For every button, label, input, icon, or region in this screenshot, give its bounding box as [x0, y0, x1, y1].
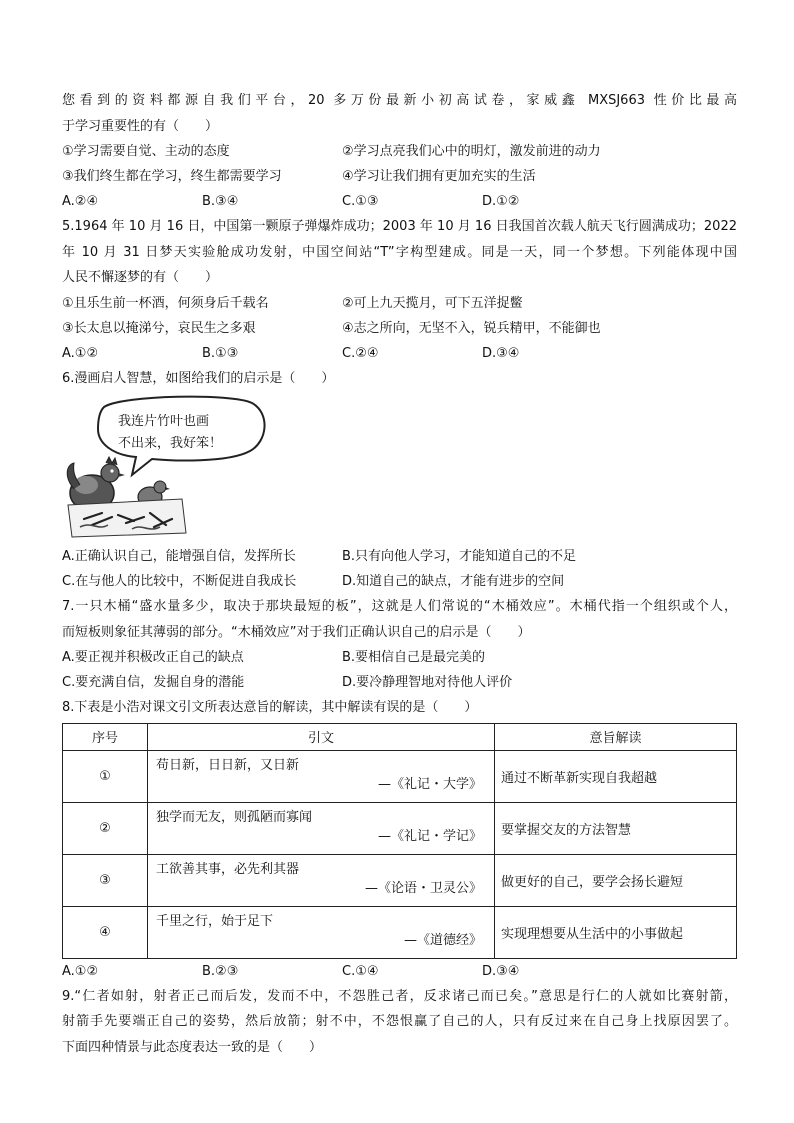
- meaning-cell: 要掌握交友的方法智慧: [495, 802, 737, 854]
- answer-choice: D.③④: [482, 963, 520, 979]
- q6-options-row-1: [62, 544, 737, 569]
- meaning-cell: 做更好的自己，要学会扬长避短: [495, 854, 737, 906]
- cartoon-image: [62, 393, 737, 538]
- q6-option: C.在与他人的比较中，不断促进自我成长: [62, 574, 297, 589]
- table-row: [63, 802, 737, 854]
- answer-choice: B.③④: [202, 194, 239, 209]
- answer-choice: B.②③: [202, 963, 239, 979]
- row-number: ①: [63, 750, 148, 802]
- answer-choice: A.①②: [62, 963, 99, 979]
- answer-choice: A.①②: [62, 345, 99, 361]
- column-header-number: 序号: [63, 723, 148, 750]
- q7-stem-line: 7.一只木桶“盛水量多少，取决于那块最短的板”，这就是人们常说的“木桶效应”。木桶代指一个组织或个人，: [62, 599, 737, 614]
- quote-cell: [148, 906, 495, 958]
- q7-options-row-2: [62, 670, 737, 695]
- q7-option: C.要充满自信，发掘自身的潜能: [62, 675, 245, 690]
- q5-stem-line: 5.1964 年 10 月 16 日，中国第一颗原子弹爆炸成功；2003 年 10 月 16 日我国首次载人航天飞行圆满成功；2022: [62, 219, 737, 234]
- q4-options-row-2: [62, 164, 737, 189]
- quote-table: [62, 723, 737, 959]
- q5-option: ①且乐生前一杯酒，何须身后千载名: [62, 295, 269, 311]
- q6-option: B.只有向他人学习，才能知道自己的不足: [342, 549, 577, 564]
- q8-stem: 8.下表是小浩对课文引文所表达意旨的解读，其中解读有误的是（ ）: [62, 700, 478, 715]
- q4-option: ③我们终生都在学习，终生都需要学习: [62, 169, 282, 184]
- quote-text: 千里之行，始于足下: [156, 914, 274, 929]
- q6-option: D.知道自己的缺点，才能有进步的空间: [342, 574, 565, 589]
- q4-option: ②学习点亮我们心中的明灯，激发前进的动力: [342, 144, 601, 159]
- q7-options-row-1: [62, 645, 737, 670]
- bubble-text-line-1: 我连片竹叶也画: [118, 414, 210, 429]
- q5-stem-line: 年 10 月 31 日梦天实验舱成功发射，中国空间站“T”字构型建成。同是一天，同一个梦想。下列能体现中国: [62, 244, 737, 260]
- q9-stem-line: 9.“仁者如射，射者正己而后发，发而不中，不怨胜己者，反求诸己而已矣。”意思是行仁的人就如比赛射箭，: [62, 988, 737, 1004]
- q6-options-row-2: [62, 569, 737, 594]
- q5-option: ②可上九天揽月，可下五洋捉鳖: [342, 295, 523, 311]
- quote-text: 苟日新，日日新，又日新: [156, 758, 300, 773]
- q5-answers: [62, 341, 737, 366]
- quote-cell: [148, 854, 495, 906]
- answer-choice: A.②④: [62, 194, 99, 209]
- quote-source: —《礼记・大学》: [377, 777, 482, 792]
- q5-options-row-1: [62, 291, 737, 316]
- quote-text: 工欲善其事，必先利其器: [156, 862, 300, 877]
- q9-stem-line: 射箭手先要端正自己的姿势，然后放箭；射不中，不怨恨赢了自己的人，只有反过来在自己身上找原因罢了。: [62, 1014, 737, 1029]
- exam-page: [62, 88, 737, 1060]
- answer-choice: B.①③: [202, 345, 239, 361]
- q6-option: A.正确认识自己，能增强自信，发挥所长: [62, 549, 296, 564]
- column-header-quote: 引文: [148, 723, 495, 750]
- q6-stem: 6.漫画启人智慧，如图给我们的启示是（ ）: [62, 370, 335, 386]
- quote-source: —《论语・卫灵公》: [364, 881, 482, 896]
- q7-stem-line: 而短板则象征其薄弱的部分。“木桶效应”对于我们正确认识自己的启示是（ ）: [62, 624, 531, 640]
- row-number: ④: [63, 906, 148, 958]
- q4-option: ④学习让我们拥有更加充实的生活: [342, 169, 536, 184]
- intro-line-1: 您看到的资料都源自我们平台，20 多万份最新小初高试卷，家威鑫 MXSJ663 性价比最高: [62, 93, 737, 108]
- q9-stem-line: 下面四种情景与此态度表达一致的是（ ）: [62, 1039, 323, 1055]
- meaning-cell: 通过不断革新实现自我超越: [495, 750, 737, 802]
- quote-text: 独学而无友，则孤陋而寡闻: [156, 810, 313, 825]
- answer-choice: C.②④: [342, 345, 379, 361]
- quote-cell: [148, 750, 495, 802]
- quote-source: —《道德经》: [403, 933, 482, 948]
- intro-line-2: 于学习重要性的有（ ）: [62, 118, 219, 134]
- q5-option: ③长太息以掩涕兮，哀民生之多艰: [62, 320, 256, 336]
- q4-option: ①学习需要自觉、主动的态度: [62, 144, 230, 159]
- row-number: ③: [63, 854, 148, 906]
- q7-option: D.要冷静理智地对待他人评价: [342, 675, 513, 690]
- q5-stem-line: 人民不懈逐梦的有（ ）: [62, 270, 219, 285]
- meaning-cell: 实现理想要从生活中的小事做起: [495, 906, 737, 958]
- column-header-meaning: 意旨解读: [495, 723, 737, 750]
- answer-choice: D.③④: [482, 345, 520, 361]
- row-number: ②: [63, 802, 148, 854]
- quote-source: —《礼记・学记》: [377, 829, 482, 844]
- table-row: [63, 906, 737, 958]
- table-row: [63, 750, 737, 802]
- answer-choice: C.①③: [342, 194, 379, 209]
- drawing-paper: [68, 499, 186, 537]
- answer-choice: C.①④: [342, 963, 379, 979]
- q4-answers: [62, 189, 737, 214]
- bubble-text-line-2: 不出来，我好笨！: [118, 436, 223, 451]
- q8-answers: [62, 959, 737, 984]
- q5-options-row-2: [62, 316, 737, 341]
- quote-cell: [148, 802, 495, 854]
- q4-options-row-1: [62, 139, 737, 164]
- q5-option: ④志之所向，无坚不入，锐兵精甲，不能御也: [342, 320, 601, 336]
- q7-option: B.要相信自己是最完美的: [342, 650, 486, 665]
- table-row: [63, 854, 737, 906]
- q7-option: A.要正视并积极改正自己的缺点: [62, 650, 244, 665]
- answer-choice: D.①②: [482, 194, 520, 209]
- cartoon-drawing: [62, 393, 322, 538]
- table-header-row: [63, 723, 737, 750]
